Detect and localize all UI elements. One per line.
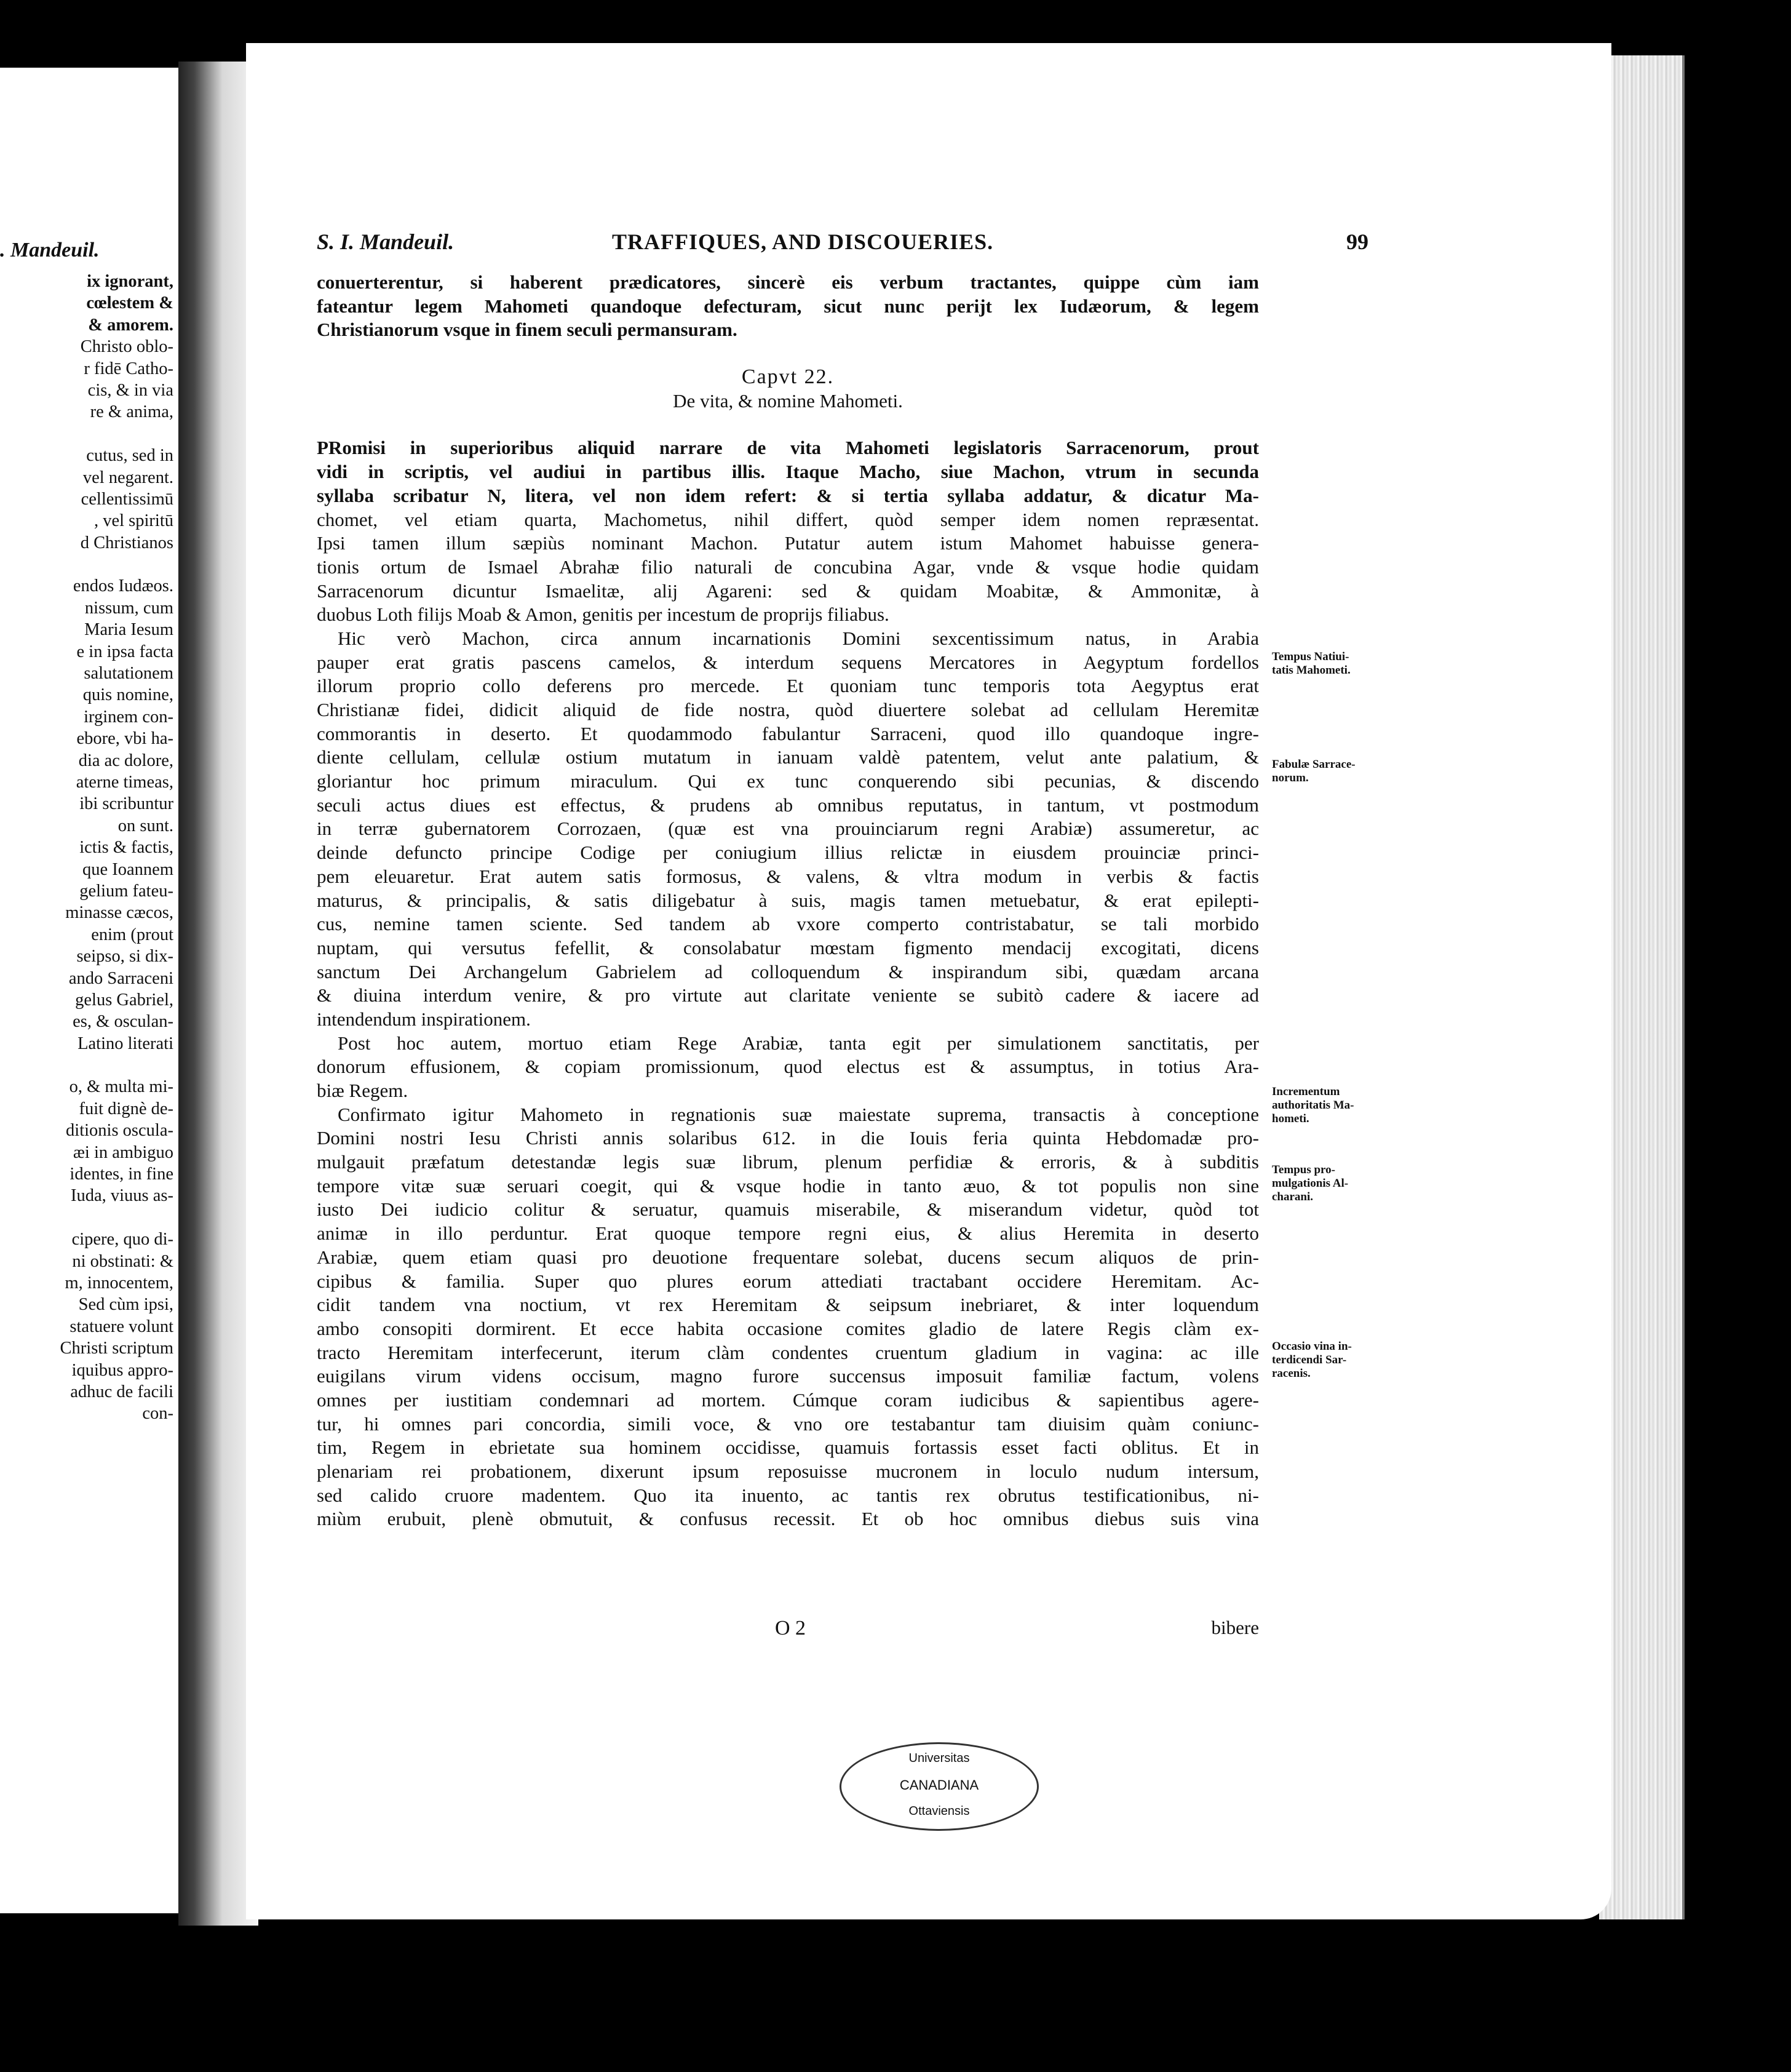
left-text-line: Sed cùm ipsi, [78, 1295, 173, 1315]
text-line: sanctum Dei Archangelum Gabrielem ad colloquendum & inspirandum sibi, quædam arcana [317, 960, 1259, 982]
text-line: pem eleuaretur. Erat autem satis formosus, & valens, & vltra modum in verbis & factis [317, 865, 1259, 887]
text-line: Christianorum vsque in finem seculi permansuram. [317, 319, 737, 341]
catchword: bibere [1211, 1617, 1259, 1638]
stamp-middle: CANADIANA [899, 1777, 979, 1793]
margin-note-line: racenis. [1272, 1367, 1311, 1380]
text-line: cidit tandem vna noctium, vt rex Heremitam & seipsum inebriaret, & inter loquendum [317, 1294, 1259, 1316]
margin-note-line: norum. [1272, 771, 1309, 784]
text-line: Hic verò Machon, circa annum incarnationis Domini sexcentissimum natus, in Arabia [338, 627, 1259, 649]
left-text-line: minasse cæcos, [65, 903, 173, 923]
text-line: Arabiæ, quem etiam quasi pro deuotione frequentare solebat, ducens secum aliquos de prin- [317, 1246, 1259, 1268]
text-line: conuerterentur, si haberent prædicatores, sincerè eis verbum tractantes, quippe cùm iam [317, 271, 1259, 293]
text-line: animæ in illo perduntur. Erat quoque tempore regni eius, & alius Heremita in deserto [317, 1222, 1259, 1245]
left-text-line: ix ignorant, [87, 272, 173, 291]
left-text-line: d Christianos [80, 533, 173, 552]
text-line: PRomisi in superioribus aliquid narrare de vita Mahometi legislatoris Sarracenorum, prout [317, 437, 1259, 459]
margin-note-line: hometi. [1272, 1112, 1309, 1125]
text-line: mulgauit præfatum detestandæ legis suæ librum, plenum perfidiæ & erroris, & à subditis [317, 1151, 1259, 1173]
left-text-line: ni obstinati: & [72, 1251, 173, 1271]
text-line: plenariam rei probationem, dixerunt ipsum reposuisse mucronem in loculo nudum intersum, [317, 1460, 1259, 1482]
margin-note-line: tatis Mahometi. [1272, 664, 1351, 677]
margin-note [1272, 1340, 1383, 1381]
chapter-subtitle: De vita, & nomine Mahometi. [673, 389, 903, 412]
left-text-line: m, innocentem, [65, 1273, 173, 1293]
margin-note [1272, 758, 1383, 785]
left-text-line: vel negarent. [82, 468, 173, 487]
page-footer [317, 1617, 1259, 1641]
left-text-line: æi in ambiguo [73, 1142, 173, 1162]
left-text-line: es, & osculan- [73, 1012, 173, 1032]
text-line: donorum effusionem, & copiam promissionum, quod electus est & assumptus, in totius Ara- [317, 1056, 1259, 1078]
left-text-line: ditionis oscula- [66, 1121, 173, 1141]
text-line: nuptam, qui versutus fefellit, & consolabatur mœstam figmento mendacij excogitati, dicens [317, 936, 1259, 958]
left-text-line: Christo oblo- [80, 337, 173, 357]
text-line: & diuina interdum venire, & pro virtute aut claritate veniente se subitò cadere & iacere ad [317, 984, 1259, 1006]
library-stamp [840, 1742, 1039, 1831]
margin-note [1272, 650, 1383, 677]
text-line: Domini nostri Iesu Christi annis solaribus 612. in die Iouis feria quinta Hebdomadæ pro- [317, 1127, 1259, 1149]
left-text-line: fuit dignè de- [79, 1099, 173, 1118]
left-text-line: gelus Gabriel, [75, 990, 173, 1010]
text-line: syllaba scribatur N, litera, vel non idem refert: & si tertia syllaba addatur, & dicatur Ma- [317, 484, 1259, 506]
text-line: Sarracenorum dicuntur Ismaelitæ, alij Agareni: sed & quidam Moabitæ, & Ammonitæ, à [317, 580, 1259, 602]
text-line: Post hoc autem, mortuo etiam Rege Arabiæ, tanta egit per simulationem sanctitatis, per [338, 1032, 1259, 1054]
stamp-top: Universitas [908, 1751, 970, 1765]
running-head-author: S. I. Mandeuil. [317, 229, 455, 254]
text-line: euigilans virum videns occisum, magno furore succensus imposuit familiæ factum, volens [317, 1365, 1259, 1387]
left-text-line: r fidē Catho- [84, 359, 173, 378]
left-text-line: cis, & in via [87, 380, 173, 400]
left-text-line: ebore, vbi ha- [76, 729, 173, 749]
left-text-line: endos Iudæos. [73, 576, 173, 596]
left-text-line: identes, in fine [69, 1165, 173, 1184]
left-text-line: e in ipsa facta [76, 642, 173, 661]
text-line: miùm erubuit, plenè obmutuit, & confusus recessit. Et ob hoc omnibus diebus suis vina [317, 1508, 1259, 1530]
margin-note [1272, 1085, 1383, 1126]
text-line: cus, nemine tamen sciente. Sed tandem ab vxore comperto contristabatur, se tali morbido [317, 913, 1259, 935]
left-text-line: salutationem [84, 664, 173, 683]
left-text-line: ibi scribuntur [79, 794, 173, 814]
text-line: Christianæ fidei, didicit aliquid de fide nostra, quòd diuertere solebat ad cellulam Heremitæ [317, 699, 1259, 720]
text-line: Confirmato igitur Mahometo in regnationis suæ maiestate suprema, transactis à conceptione [338, 1103, 1259, 1125]
left-text-line: cutus, sed in [86, 446, 173, 466]
left-page [0, 68, 178, 1913]
text-line: illorum proprio collo deferens pro mercede. Et quoniam tunc temporis tota Aegyptus erat [317, 675, 1259, 697]
margin-note-line: Occasio vina in- [1272, 1340, 1352, 1353]
left-text-line: irginem con- [84, 707, 173, 727]
spacer [317, 413, 1259, 436]
text-line: iusto Dei iudicio colitur & seruatur, quamuis miserabile, & miserandum videtur, quòd tot [317, 1198, 1259, 1221]
main-text [317, 271, 1259, 1531]
text-line: tracto Heremitam interfecerunt, iterum clàm condentes cruentum gladium in vagina: ac ille [317, 1341, 1259, 1363]
left-text-line: re & anima, [90, 402, 173, 422]
left-text-line: Christi scriptum [60, 1339, 173, 1358]
text-line: deinde defuncto principe Codige per coniugium illius relictæ in eiusdem prouinciæ princi- [317, 842, 1259, 864]
margin-note-line: mulgationis Al- [1272, 1177, 1349, 1190]
left-running-head: . Mandeuil. [0, 239, 100, 261]
left-text-line: cellentissimū [81, 489, 173, 509]
margin-note-line: authoritatis Ma- [1272, 1099, 1354, 1112]
margin-note [1272, 1163, 1383, 1204]
text-line: sed calido cruore madentem. Quo ita inuento, ac tantis rex obrutus testificationibus, ni- [317, 1484, 1259, 1506]
left-text-line: Latino literati [77, 1034, 173, 1053]
left-text-line: statuere volunt [69, 1317, 173, 1336]
text-line: commorantis in deserto. Et quodammodo fabulantur Sarraceni, quod illo quandoque ingre- [317, 722, 1259, 744]
text-line: seculi actus diues est effectus, & prudens ab omnibus reputatus, in tantum, vt postmodum [317, 794, 1259, 816]
left-text-line: que Ioannem [82, 859, 173, 879]
left-text-line: cœlestem & [86, 293, 173, 313]
margin-note-line: charani. [1272, 1190, 1314, 1203]
stamp-bottom: Ottaviensis [908, 1804, 970, 1818]
text-line: duobus Loth filijs Moab & Amon, genitis per incestum de proprijs filiabus. [317, 604, 889, 626]
signature-mark: O 2 [775, 1617, 806, 1640]
text-line: cipibus & familia. Super quo plures eorum attediati tractabant occidere Heremitam. Ac- [317, 1270, 1259, 1292]
running-head-title: TRAFFIQUES, AND DISCOUERIES. [612, 229, 994, 254]
left-text-line: enim (prout [91, 925, 173, 944]
left-text-line: dia ac dolore, [78, 751, 173, 770]
text-line: ambo consopiti dormirent. Et ecce habita occasione comites gladio de latere Regis clàm ex- [317, 1317, 1259, 1339]
text-line: chomet, vel etiam quarta, Machometus, nihil differt, quòd semper idem nomen repræsentat. [317, 508, 1259, 530]
text-line: gloriantur hoc primum miraculum. Qui ex tunc conquerendo sibi pecunias, & discendo [317, 770, 1259, 792]
margin-note-line: Incrementum [1272, 1085, 1340, 1098]
left-text-line: adhuc de facili [70, 1382, 173, 1401]
chapter-heading: Capvt 22. [741, 365, 835, 389]
margin-note-line: Tempus Natiui- [1272, 650, 1349, 663]
text-line: tempore vitæ suæ seruari coegit, qui & vsque hodie in tanto æuo, & tot populis non sine [317, 1174, 1259, 1197]
text-line: Ipsi tamen illum sæpiùs nominant Machon. Putatur autem istum Mahomet habuisse genera- [317, 532, 1259, 554]
left-text-line: iquibus appro- [71, 1360, 173, 1380]
left-text-line: aterne timeas, [76, 772, 173, 792]
left-text-line: o, & multa mi- [69, 1077, 173, 1097]
text-line: maturus, & principalis, & satis diligebatur à suis, magis tamen metuebatur, & erat epilepti- [317, 889, 1259, 911]
left-page-text [60, 271, 173, 1425]
left-text-line: , vel spiritū [93, 511, 173, 531]
text-line: intendendum inspirationem. [317, 1008, 531, 1030]
margin-note-line: Fabulæ Sarrace- [1272, 758, 1356, 771]
left-text-line: nissum, cum [84, 598, 173, 618]
text-line: vidi in scriptis, vel audiui in partibus illis. Itaque Macho, siue Machon, vtrum in secunda [317, 461, 1259, 483]
text-line: tim, Regem in ebrietate sua hominem occidisse, quamuis fortassis esset facti oblitus. Et in [317, 1436, 1259, 1459]
text-line: diente cellulam, cellulæ ostium mutatum in ianuam valdè patentem, velut ante palatium, & [317, 746, 1259, 768]
left-text-line [60, 1207, 173, 1229]
left-text-line: & amorem. [88, 315, 173, 335]
text-line: tionis ortum de Ismael Abrahæ filio naturali de concubina Agar, vnde & vsque hodie quidam [317, 556, 1259, 578]
left-text-line [60, 1054, 173, 1076]
text-line: biæ Regem. [317, 1080, 408, 1101]
left-text-line: ando Sarraceni [68, 968, 173, 988]
margin-note-line: terdicendi Sar- [1272, 1353, 1347, 1366]
left-text-line: ictis & factis, [79, 838, 173, 858]
left-text-line: Iuda, viuus as- [70, 1186, 173, 1206]
text-line: omnes per iustitiam condemnari ad mortem. Cúmque coram iudicibus & sapientibus agere- [317, 1389, 1259, 1411]
left-text-line: gelium fateu- [79, 881, 173, 901]
text-line: fateantur legem Mahometi quandoque defecturam, sicut nunc perijt lex Iudæorum, & legem [317, 295, 1259, 317]
left-text-line [60, 423, 173, 445]
page-number: 99 [1346, 229, 1368, 254]
left-text-line: seipso, si dix- [76, 947, 173, 966]
text-line: tur, hi omnes pari concordia, simili voce, & vno ore testabantur tam diuisim quàm coniunc- [317, 1413, 1259, 1435]
left-text-line: quis nomine, [82, 685, 173, 705]
left-text-line: Maria Iesum [84, 620, 173, 640]
margin-note-line: Tempus pro- [1272, 1163, 1335, 1176]
text-line: pauper erat gratis pascens camelos, & interdum sequens Mercatores in Aegyptum fordellos [317, 651, 1259, 673]
left-text-line [60, 554, 173, 575]
left-text-line: on sunt. [117, 816, 173, 835]
left-text-line: con- [142, 1404, 173, 1424]
page-edges [1599, 55, 1685, 1919]
text-line: in terræ gubernatorem Corrozaen, (quæ est vna prouinciarum regni Arabiæ) assumeretur, ac [317, 818, 1259, 840]
left-text-line: cipere, quo di- [71, 1230, 173, 1249]
spacer [317, 342, 1259, 365]
running-head [317, 229, 1368, 260]
